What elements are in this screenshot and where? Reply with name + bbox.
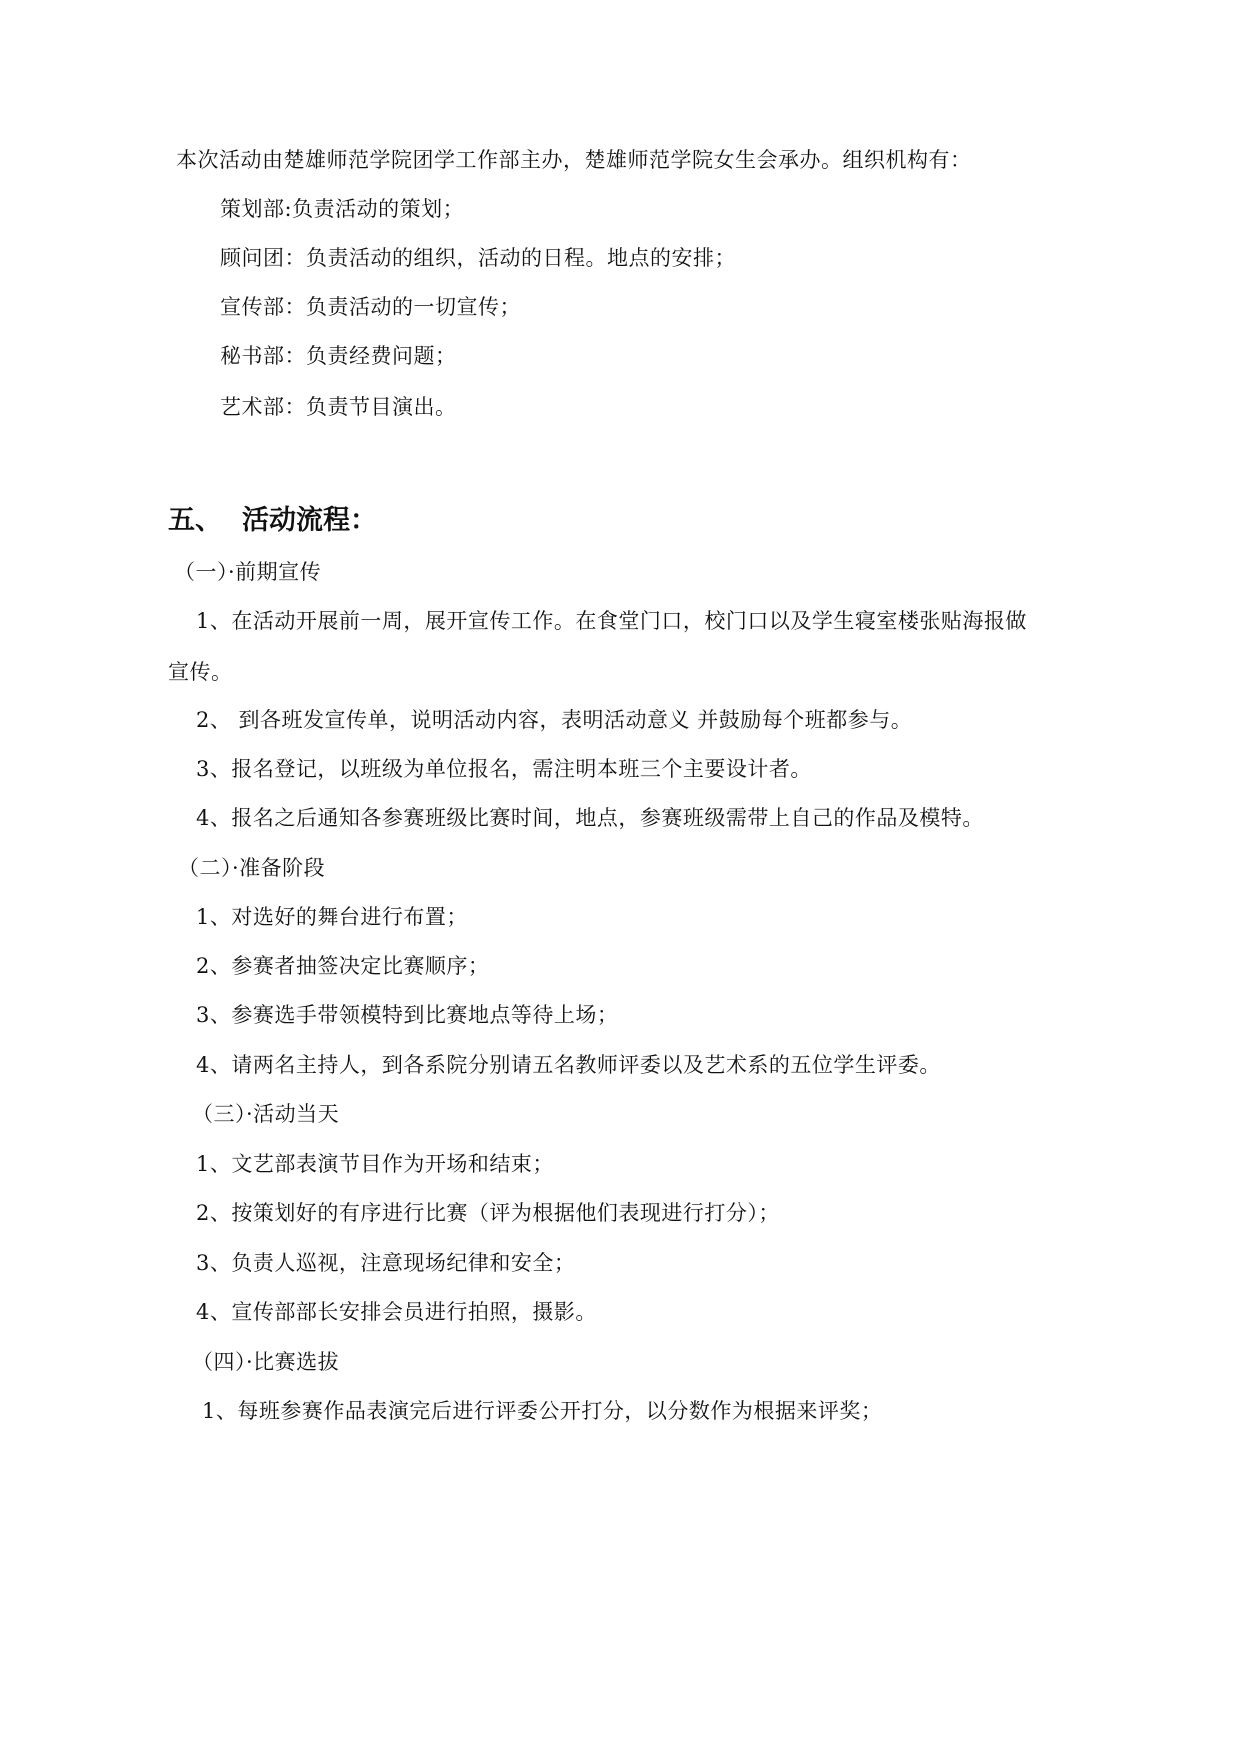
org-unit-planning: 策划部:负责活动的策划； bbox=[220, 197, 465, 221]
intro-paragraph: 本次活动由楚雄师范学院团学工作部主办，楚雄师范学院女生会承办。组织机构有： bbox=[176, 148, 972, 172]
section-number: 五、 bbox=[168, 505, 222, 536]
phase3-item-4: 4、宣传部部长安排会员进行拍照，摄影。 bbox=[196, 1300, 597, 1324]
section-title: 活动流程： bbox=[242, 505, 377, 536]
org-unit-publicity: 宣传部：负责活动的一切宣传； bbox=[220, 295, 521, 319]
phase3-item-3: 3、负责人巡视，注意现场纪律和安全； bbox=[196, 1251, 576, 1275]
phase3-item-2: 2、按策划好的有序进行比赛（评为根据他们表现进行打分）； bbox=[196, 1201, 780, 1225]
org-unit-advisory: 顾问团：负责活动的组织，活动的日程。地点的安排； bbox=[220, 246, 736, 270]
phase2-item-2: 2、参赛者抽签决定比赛顺序； bbox=[196, 954, 490, 978]
phase1-item-1: 1、在活动开展前一周，展开宣传工作。在食堂门口，校门口以及学生寝室楼张贴海报做 bbox=[196, 609, 1027, 633]
phase2-item-1: 1、对选好的舞台进行布置； bbox=[196, 905, 468, 929]
phase1-item-4: 4、报名之后通知各参赛班级比赛时间，地点，参赛班级需带上自己的作品及模特。 bbox=[196, 806, 984, 830]
phase2-item-3: 3、参赛选手带领模特到比赛地点等待上场； bbox=[196, 1003, 619, 1027]
org-unit-secretariat: 秘书部：负责经费问题； bbox=[220, 344, 457, 368]
phase1-item-3: 3、报名登记，以班级为单位报名，需注明本班三个主要设计者。 bbox=[196, 757, 812, 781]
phase2-title: （二）·准备阶段 bbox=[178, 856, 326, 880]
phase3-item-1: 1、文艺部表演节目作为开场和结束； bbox=[196, 1152, 554, 1176]
phase4-title: （四）·比赛选拔 bbox=[192, 1350, 340, 1374]
phase3-title: （三）·活动当天 bbox=[192, 1102, 340, 1126]
phase4-item-1: 1、每班参赛作品表演完后进行评委公开打分，以分数作为根据来评奖； bbox=[202, 1399, 883, 1423]
phase1-item-1-continued: 宣传。 bbox=[168, 660, 233, 684]
org-unit-arts: 艺术部：负责节目演出。 bbox=[220, 395, 457, 419]
phase2-item-4: 4、请两名主持人，到各系院分别请五名教师评委以及艺术系的五位学生评委。 bbox=[196, 1053, 941, 1077]
section-heading bbox=[168, 504, 377, 538]
phase1-title: （一）·前期宣传 bbox=[174, 560, 322, 584]
phase1-item-2: 2、 到各班发宣传单，说明活动内容，表明活动意义 并鼓励每个班都参与。 bbox=[196, 708, 913, 732]
